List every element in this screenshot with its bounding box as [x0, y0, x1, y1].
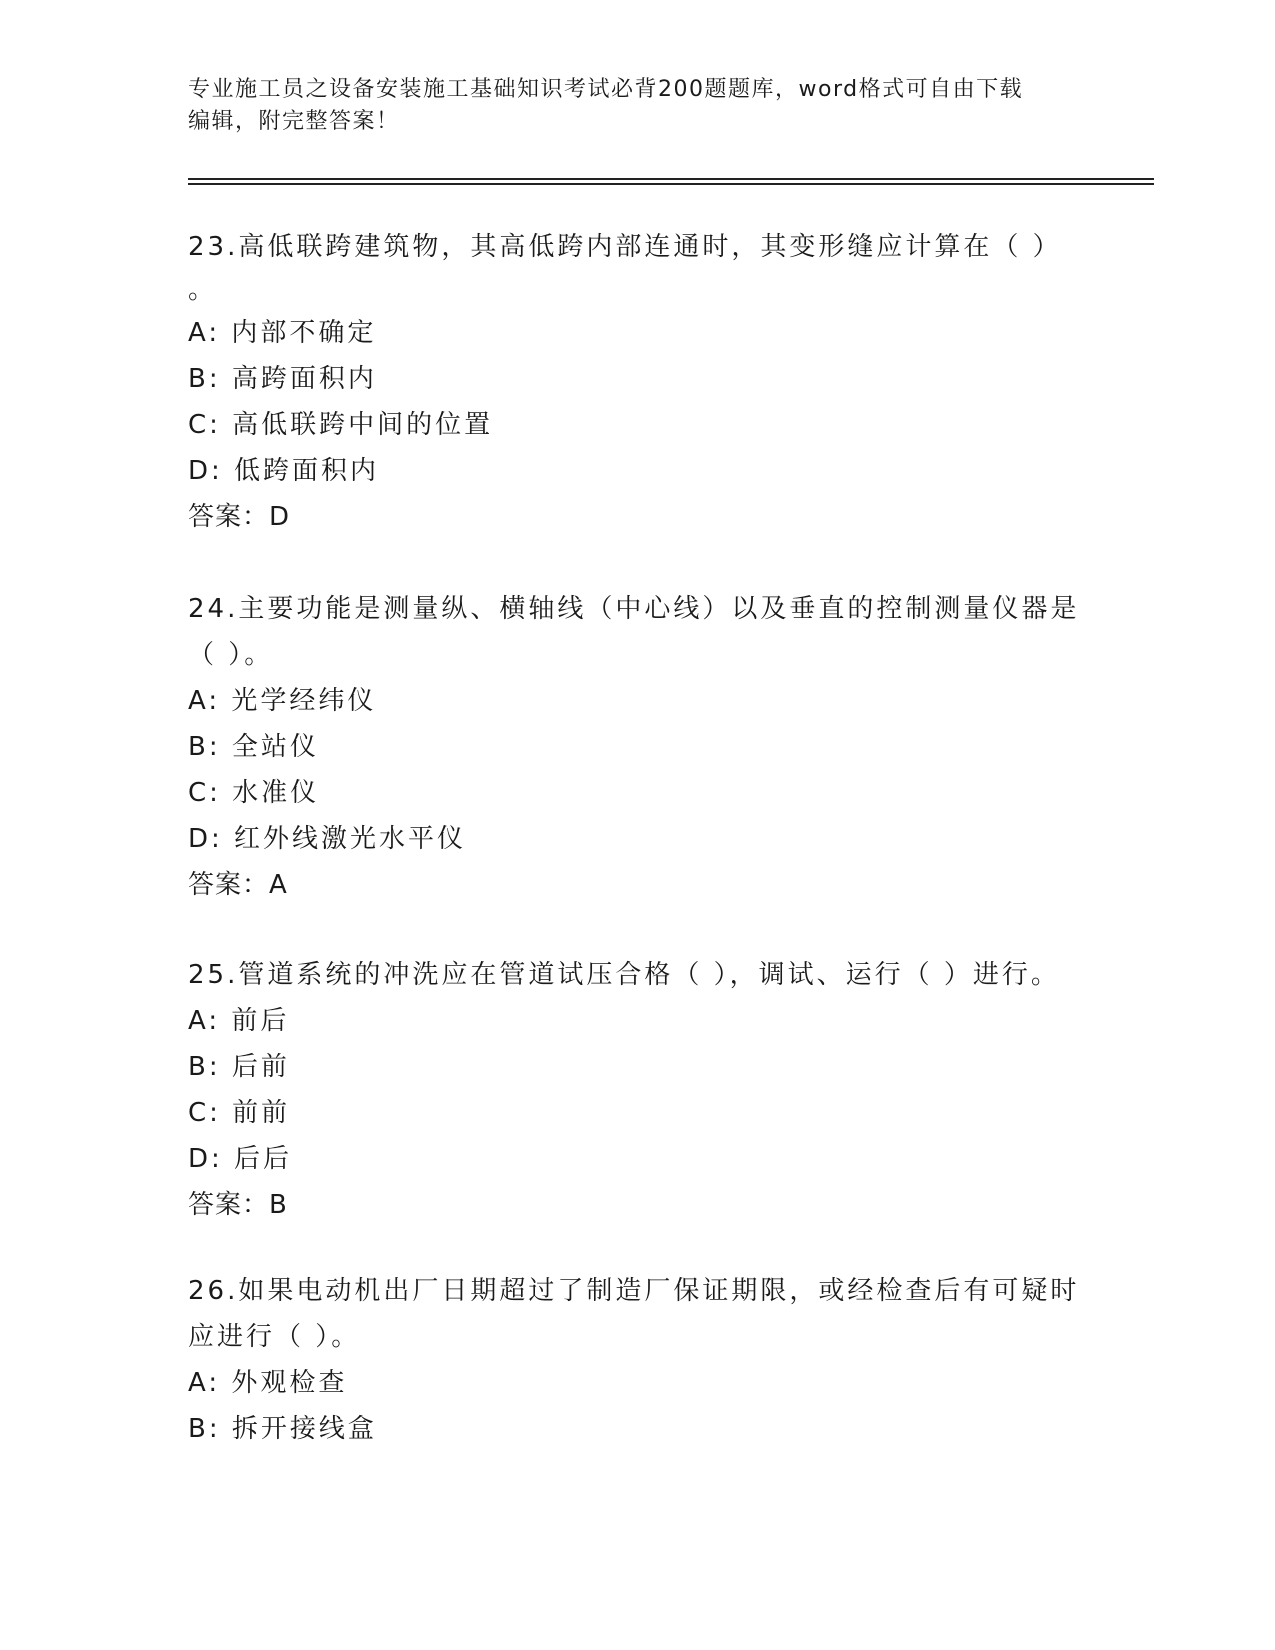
- option-b: B: 后前: [188, 1052, 290, 1082]
- question-stem-continued: （ ）。: [188, 640, 274, 670]
- question-stem: 26.如果电动机出厂日期超过了制造厂保证期限，或经检查后有可疑时: [188, 1276, 1080, 1306]
- question-24: [188, 586, 1088, 908]
- question-stem-continued: 应进行（ ）。: [188, 1322, 361, 1352]
- answer: 答案：A: [188, 870, 288, 900]
- document-header: [188, 74, 1068, 138]
- question-stem-continued: 。: [188, 275, 218, 305]
- header-line-2: 编辑，附完整答案！: [188, 109, 400, 134]
- option-b: B: 高跨面积内: [188, 364, 377, 394]
- option-c: C: 高低联跨中间的位置: [188, 410, 494, 440]
- question-25: [188, 952, 1088, 1228]
- option-c: C: 前前: [188, 1098, 291, 1128]
- question-stem: 25.管道系统的冲洗应在管道试压合格（ ），调试、运行（ ）进行。: [188, 960, 1060, 990]
- option-a: A: 内部不确定: [188, 318, 377, 348]
- question-26: [188, 1268, 1088, 1452]
- header-divider-top: [188, 178, 1154, 180]
- question-stem: 24.主要功能是测量纵、横轴线（中心线）以及垂直的控制测量仪器是: [188, 594, 1080, 624]
- option-b: B: 全站仪: [188, 732, 319, 762]
- option-a: A: 光学经纬仪: [188, 686, 377, 716]
- option-c: C: 水准仪: [188, 778, 320, 808]
- option-d: D: 后后: [188, 1144, 293, 1174]
- header-divider-bottom: [188, 183, 1154, 185]
- option-a: A: 前后: [188, 1006, 290, 1036]
- option-d: D: 低跨面积内: [188, 456, 380, 486]
- option-b: B: 拆开接线盒: [188, 1414, 377, 1444]
- answer: 答案：B: [188, 1190, 288, 1220]
- question-stem: 23.高低联跨建筑物，其高低跨内部连通时，其变形缝应计算在（ ）: [188, 232, 1062, 262]
- answer: 答案：D: [188, 502, 291, 532]
- option-d: D: 红外线激光水平仪: [188, 824, 467, 854]
- option-a: A: 外观检查: [188, 1368, 348, 1398]
- header-line-1: 专业施工员之设备安装施工基础知识考试必背200题题库，word格式可自由下载: [188, 77, 1024, 102]
- question-23: [188, 224, 1088, 540]
